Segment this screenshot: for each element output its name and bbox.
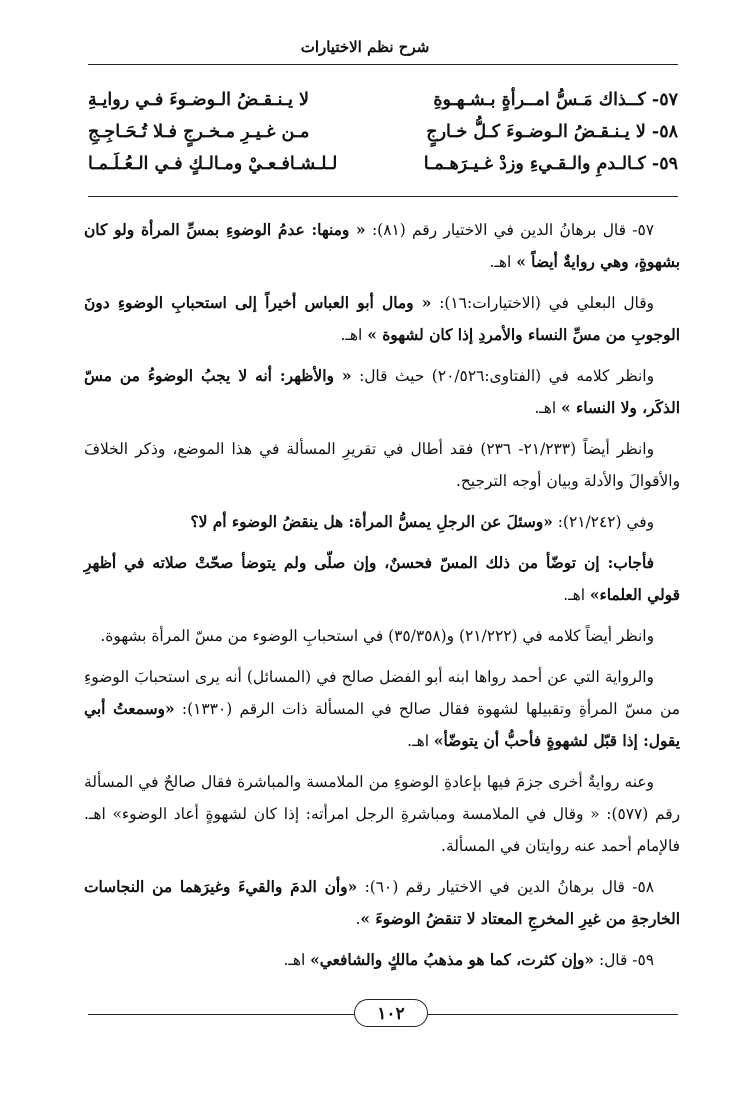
running-header-title: شرح نظم الاختيارات [300,38,430,56]
paragraph-tail: اهـ. [534,399,561,417]
verse-first-hemistich: ٥٨- لا يـنـقـضُ الـوضـوءَ كـلُّ خـارجٍ [426,122,678,142]
paragraph [84,287,680,351]
paragraph-quote: « ومال أبو العباس أخيراً إلى استحبابِ الوضوءِ دونَ الوجوبِ من مسِّ النساء والأمردِ إذا كان لشهوة » [84,294,680,344]
paragraph [84,944,680,976]
paragraph-lead: ٥٨- قال برهانُ الدين في الاختيار رقم (٦٠): [357,878,654,896]
paragraph-lead: فأجاب: إن توضّأ من ذلك المسّ فحسنٌ، وإن صلّى ولم يتوضأ صحّتْ صلاته في أظهرِ قولي العلماء» [84,554,680,604]
footer-divider-right [428,1014,678,1015]
verse-first-hemistich: ٥٧- كــذاك مَـسُّ امــرأةٍ بـشـهـوةِ [433,90,678,110]
paragraph [84,766,680,862]
verse-58 [88,116,678,148]
paragraph-tail: اهـ. [340,326,368,344]
footer-divider-left [88,1014,354,1015]
paragraph [84,214,680,278]
verse-59 [88,148,678,180]
verse-second-hemistich: مـن غـيـرِ مـخـرجٍ فـلا تُـحَـاجِـجِ [88,122,310,142]
paragraph-quote: «وسئلَ عن الرجلِ يمسُّ المرأة: هل ينقضُ الوضوء أم لا؟ [190,513,553,531]
paragraph [84,661,680,757]
paragraph-lead: وفي (٢١/٢٤٢): [552,513,654,531]
paragraph-quote: «وأن الدمَ والقيءَ وغيرَهما من النجاسات الخارجةِ من غيرِ المخرجِ المعتاد لا تنقضُ الوضوءَ » [84,878,680,928]
paragraph-tail: اهـ. [489,253,517,271]
paragraph-lead: وعنه روايةٌ أخرى جزمَ فيها بإعادةِ الوضوءِ من الملامسة والمباشرة فقال صالحٌ في المسألة رقم (٥٧٧): « وقال في الملامسة ومباشرةِ الرجل امرأته: إذا كان لشهوةٍ أعاد الوضوء» [84,773,681,823]
poem-divider [88,196,678,197]
verse-second-hemistich: لا يـنـقـضُ الـوضـوءَ فـي روايـةِ [88,90,310,110]
paragraph-quote: « والأظهر: أنه لا يجبُ الوضوءُ من مسّ الذكَر، ولا النساء » [84,367,680,417]
paragraph-tail: اهـ. [407,732,434,750]
verse-second-hemistich: لـلـشـافـعـيْ ومـالـكٍ فـي الـعُـلَـمـا [88,154,338,174]
paragraph-tail: . [355,910,361,928]
paragraph [84,360,680,424]
paragraph [84,433,680,497]
paragraph-quote: «وإن كثرت، كما هو مذهبُ مالكٍ والشافعي» [310,951,595,969]
paragraph-lead: وانظر أيضاً (٢١/٢٣٣- ٢٣٦) فقد أطال في تقريرِ المسألة في هذا الموضع، وذكر الخلافَ والأقوالَ والأدلة وبيان أوجه الترجيح. [84,440,680,490]
paragraph [84,871,680,935]
verse-57 [88,84,678,116]
paragraph [84,506,680,538]
paragraph-lead: وانظر أيضاً كلامه في (٢١/٢٢٢) و(٣٥/٣٥٨) في استحبابِ الوضوء من مسّ المرأة بشهوة. [100,627,654,645]
paragraph-tail: اهـ. [563,586,590,604]
paragraph [84,547,680,611]
paragraph-lead: وقال البعلي في (الاختيارات:١٦): [431,294,654,312]
paragraph-lead: والرواية التي عن أحمد رواها ابنه أبو الفضل صالح في (المسائل) أنه يرى استحبابَ الوضوءِ من مسّ المرأةِ وتقبيلها لشهوة فقال صالح في المسألة ذات الرقم (١٣٣٠): [84,668,681,718]
poem-verses [88,84,678,180]
paragraph-lead: ٥٩- قال: [594,951,654,969]
paragraph-quote: « ومنها: عدمُ الوضوءِ بمسِّ المرأة ولو كان بشهوةٍ، وهي روايةٌ أيضاً » [84,221,680,271]
paragraph-lead: وانظر كلامه في (الفتاوى:٢٠/٥٢٦) حيث قال: [351,367,655,385]
paragraph-quote: «وسمعتُ أبي يقول: إذا قبّل لشهوةٍ فأحبُّ أن يتوضّأ» [84,700,680,750]
paragraph [84,620,680,652]
paragraph-lead: ٥٧- قال برهانُ الدين في الاختيار رقم (٨١): [365,221,654,239]
paragraph-tail: اهـ. فالإمام أحمد عنه روايتان في المسألة. [84,805,680,855]
paragraph-tail: اهـ. [283,951,311,969]
page-number: ١٠٢ [354,999,428,1027]
verse-first-hemistich: ٥٩- كـالـدمِ والـقـيءِ وزدْ غـيـرَهـمـا [423,154,678,174]
commentary-body [84,214,680,985]
header-divider [88,64,678,65]
